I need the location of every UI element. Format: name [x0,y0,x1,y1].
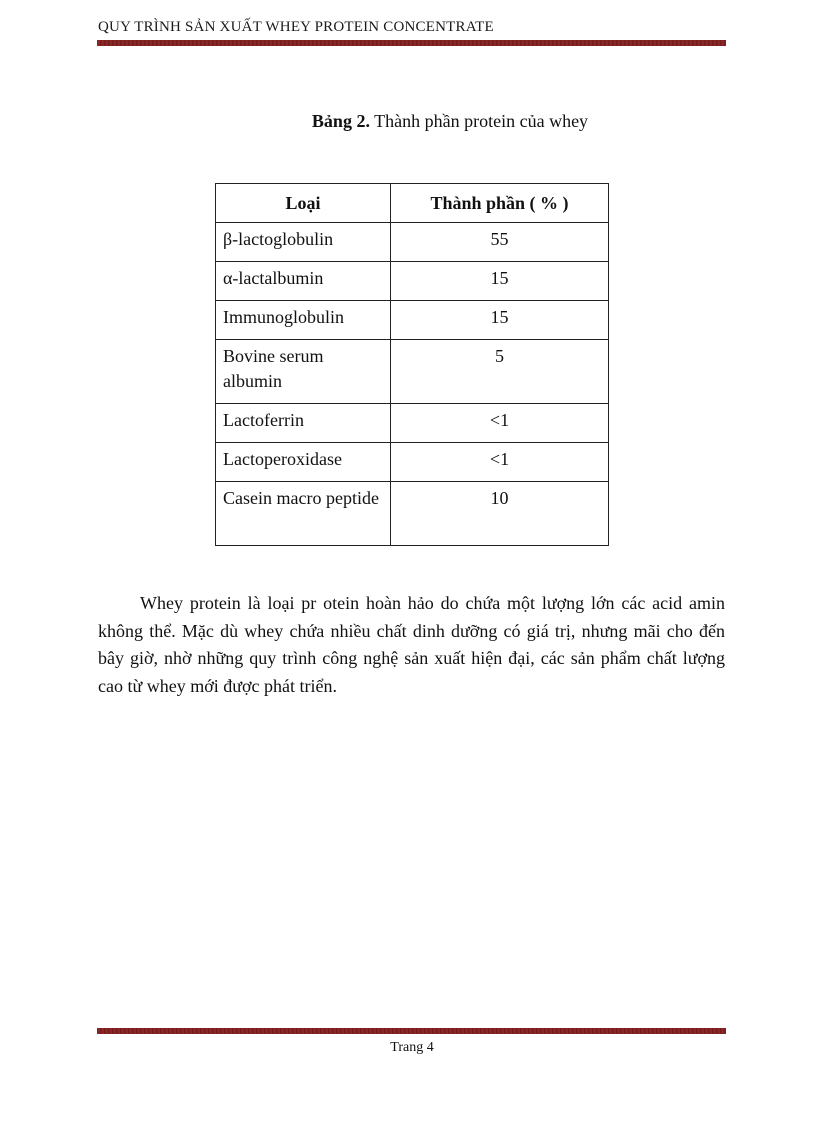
protein-composition-table [215,183,609,546]
header-rule [97,40,726,46]
table-row [216,404,609,443]
table-row [216,443,609,482]
protein-percent: <1 [391,443,609,482]
footer-rule [97,1028,726,1034]
protein-name: Casein macro peptide [216,482,391,546]
table-caption [0,111,816,132]
table-caption-label: Bảng 2. [311,111,370,131]
protein-name: Lactoperoxidase [216,443,391,482]
table-row [216,223,609,262]
table-caption-text: Thành phần protein của whey [369,111,589,131]
table-header-row [216,184,609,223]
table-row [216,262,609,301]
protein-name: Immunoglobulin [216,301,391,340]
protein-percent: 10 [391,482,609,546]
protein-name: Bovine serum albumin [216,340,391,404]
protein-percent: 55 [391,223,609,262]
protein-name: Lactoferrin [216,404,391,443]
column-header-type: Loại [216,184,391,223]
page-number: Trang 4 [390,1040,434,1055]
table-row [216,301,609,340]
protein-name: β-lactoglobulin [216,223,391,262]
running-header: QUY TRÌNH SẢN XUẤT WHEY PROTEIN CONCENTRATE [98,19,494,35]
protein-percent: 5 [391,340,609,404]
body-paragraph: Whey protein là loại pr otein hoàn hảo do chứa một lượng lớn các acid amin không thể. Mặc dù whey chứa nhiều chất dinh dưỡng có giá trị, nhưng mãi cho đến bây giờ, nhờ những quy trình công nghệ sản xuất hiện đại, các sản phẩm chất lượng cao từ whey mới được phát triển. [98,593,725,696]
protein-percent: 15 [391,301,609,340]
column-header-composition: Thành phần ( % ) [391,184,609,223]
table-row [216,482,609,546]
protein-percent: <1 [391,404,609,443]
protein-name: α-lactalbumin [216,262,391,301]
table-row [216,340,609,404]
protein-percent: 15 [391,262,609,301]
